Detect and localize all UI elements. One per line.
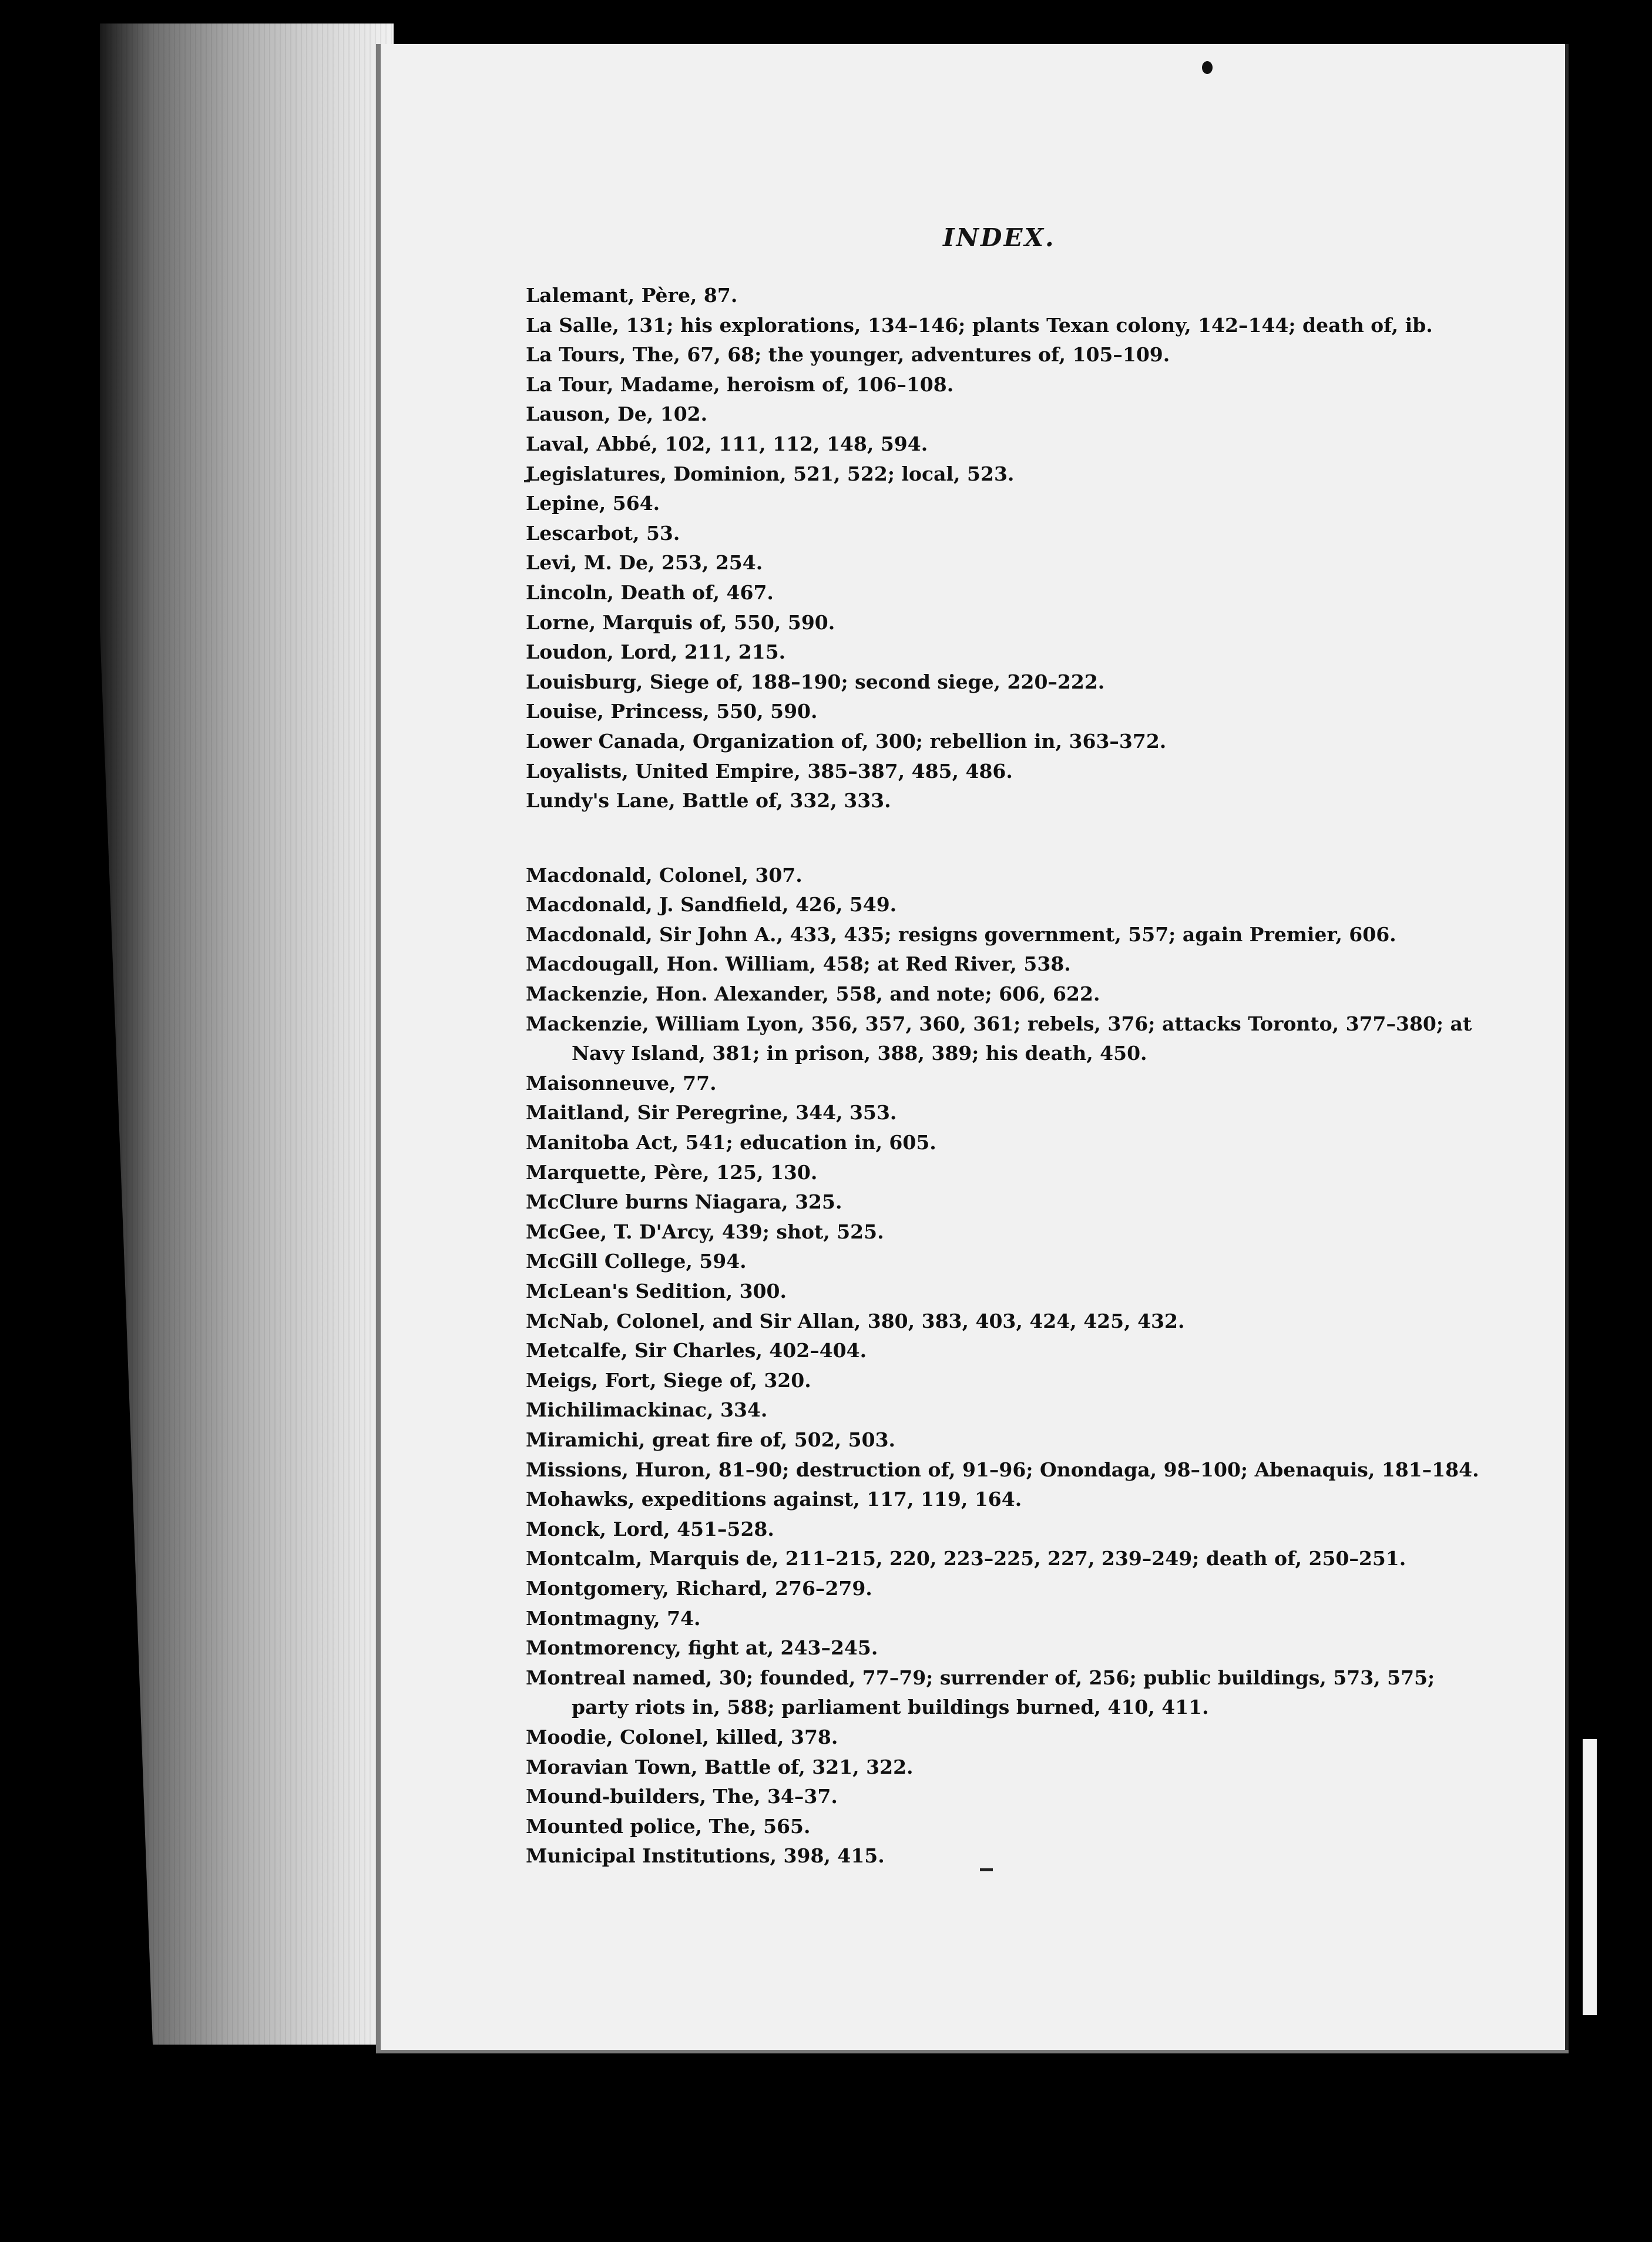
- index-entry: Lescarbot, 53.: [526, 521, 680, 545]
- index-entry: Municipal Institutions, 398, 415.: [526, 1844, 885, 1868]
- index-entry: McGee, T. D'Arcy, 439; shot, 525.: [526, 1220, 884, 1243]
- index-entry: Mohawks, expeditions against, 117, 119, 164.: [526, 1488, 1022, 1511]
- index-entry: Levi, M. De, 253, 254.: [526, 551, 763, 575]
- index-entry: La Salle, 131; his explorations, 134–146; plants Texan colony, 142–144; death of, ib.: [526, 313, 1433, 337]
- index-entry: Meigs, Fort, Siege of, 320.: [526, 1368, 811, 1392]
- index-entry: Loyalists, United Empire, 385–387, 485, 486.: [526, 759, 1013, 783]
- index-entry: Moodie, Colonel, killed, 378.: [526, 1725, 838, 1748]
- index-entry: Louise, Princess, 550, 590.: [526, 700, 818, 723]
- index-entry: Louisburg, Siege of, 188–190; second siege, 220–222.: [526, 670, 1105, 693]
- index-entry: Moravian Town, Battle of, 321, 322.: [526, 1755, 914, 1778]
- index-entry: Mounted police, The, 565.: [526, 1814, 811, 1838]
- index-entry: Macdougall, Hon. William, 458; at Red River, 538.: [526, 952, 1071, 976]
- index-entry: Lower Canada, Organization of, 300; rebellion in, 363–372.: [526, 729, 1167, 753]
- index-entry: Macdonald, Sir John A., 433, 435; resigns government, 557; again Premier, 606.: [526, 922, 1396, 946]
- adjacent-page-edge: [1583, 1739, 1597, 2015]
- index-entry: Lorne, Marquis of, 550, 590.: [526, 610, 835, 634]
- book-fore-edge: [100, 24, 394, 2045]
- index-entry: Laval, Abbé, 102, 111, 112, 148, 594.: [526, 432, 928, 455]
- index-entry: Montmagny, 74.: [526, 1606, 701, 1630]
- index-entry: Mound-builders, The, 34–37.: [526, 1785, 838, 1808]
- index-entry: La Tour, Madame, heroism of, 106–108.: [526, 372, 954, 396]
- index-entry: Lincoln, Death of, 467.: [526, 580, 774, 604]
- index-entry: Manitoba Act, 541; education in, 605.: [526, 1131, 936, 1154]
- index-entry: Michilimackinac, 334.: [526, 1398, 768, 1422]
- index-entry: McNab, Colonel, and Sir Allan, 380, 383, 403, 424, 425, 432.: [526, 1309, 1185, 1333]
- index-entry-continuation: Navy Island, 381; in prison, 388, 389; his death, 450.: [572, 1042, 1147, 1065]
- index-entry: Miramichi, great fire of, 502, 503.: [526, 1428, 896, 1451]
- index-entries: [526, 281, 1495, 1871]
- index-entry: Mackenzie, William Lyon, 356, 357, 360, 361; rebels, 376; attacks Toronto, 377–380; at: [526, 1012, 1472, 1035]
- index-entry: Loudon, Lord, 211, 215.: [526, 640, 786, 664]
- index-entry: Macdonald, Colonel, 307.: [526, 863, 803, 887]
- index-entry: Lalemant, Père, 87.: [526, 284, 738, 307]
- ink-speck: [1202, 61, 1213, 74]
- index-entry: Maitland, Sir Peregrine, 344, 353.: [526, 1101, 897, 1125]
- index-entry: Montreal named, 30; founded, 77–79; surrender of, 256; public buildings, 573, 575;: [526, 1666, 1435, 1689]
- index-entry: McLean's Sedition, 300.: [526, 1280, 787, 1303]
- index-entry: McGill College, 594.: [526, 1250, 747, 1273]
- index-entry: Macdonald, J. Sandfield, 426, 549.: [526, 893, 897, 917]
- page-title: INDEX.: [943, 223, 1056, 252]
- index-entry: McClure burns Niagara, 325.: [526, 1190, 842, 1214]
- index-entry: Lundy's Lane, Battle of, 332, 333.: [526, 789, 891, 813]
- section-gap: [526, 816, 1495, 861]
- index-entry: Montcalm, Marquis de, 211–215, 220, 223–225, 227, 239–249; death of, 250–251.: [526, 1547, 1406, 1570]
- index-entry: Missions, Huron, 81–90; destruction of, 91–96; Onondaga, 98–100; Abenaquis, 181–184.: [526, 1458, 1479, 1481]
- index-entry: La Tours, The, 67, 68; the younger, adventures of, 105–109.: [526, 343, 1170, 367]
- index-entry: Metcalfe, Sir Charles, 402–404.: [526, 1339, 867, 1362]
- index-entry: Maisonneuve, 77.: [526, 1071, 717, 1095]
- index-entry: Montgomery, Richard, 276–279.: [526, 1576, 872, 1600]
- index-entry: Marquette, Père, 125, 130.: [526, 1160, 818, 1184]
- index-entry-continuation: party riots in, 588; parliament buildings burned, 410, 411.: [572, 1696, 1209, 1719]
- index-entry: Lepine, 564.: [526, 492, 660, 515]
- index-entry: Mackenzie, Hon. Alexander, 558, and note; 606, 622.: [526, 982, 1100, 1006]
- index-entry: Lauson, De, 102.: [526, 402, 708, 426]
- index-entry: Monck, Lord, 451–528.: [526, 1517, 774, 1540]
- index-entry: Legislatures, Dominion, 521, 522; local, 523.: [526, 462, 1015, 485]
- index-entry: Montmorency, fight at, 243–245.: [526, 1636, 878, 1660]
